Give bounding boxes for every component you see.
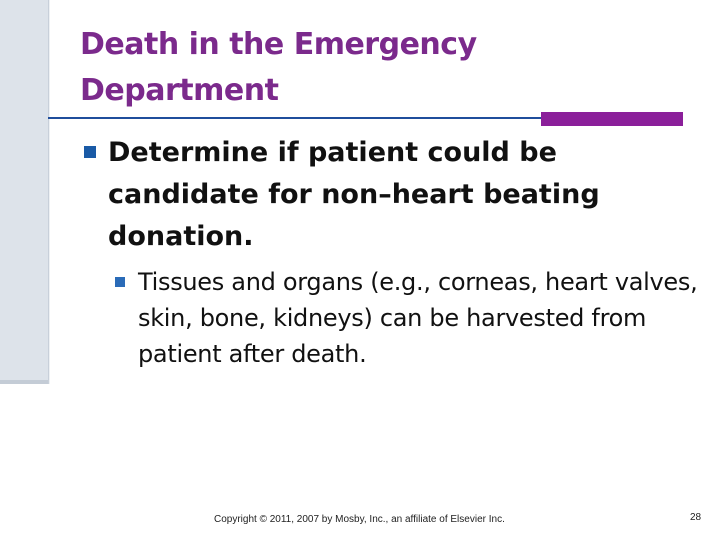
sub-bullet-text: Tissues and organs (e.g., corneas, heart valves, skin, bone, kidneys) can be harvested from patient after death. (138, 268, 698, 368)
title-accent-bar (541, 112, 683, 126)
page-number: 28 (690, 512, 702, 523)
bullet-item-level1 (84, 132, 668, 258)
bullet-text: Determine if patient could be candidate for non–heart beating donation. (108, 137, 600, 252)
decorative-left-bar-base (0, 380, 48, 384)
square-bullet-icon (115, 277, 125, 287)
bullet-item-level2 (115, 264, 698, 372)
copyright-footer: Copyright © 2011, 2007 by Mosby, Inc., an affiliate of Elsevier Inc. (214, 514, 505, 525)
decorative-left-bar (0, 0, 49, 384)
square-bullet-icon (84, 146, 96, 158)
slide-title: Death in the Emergency Department (80, 27, 477, 108)
